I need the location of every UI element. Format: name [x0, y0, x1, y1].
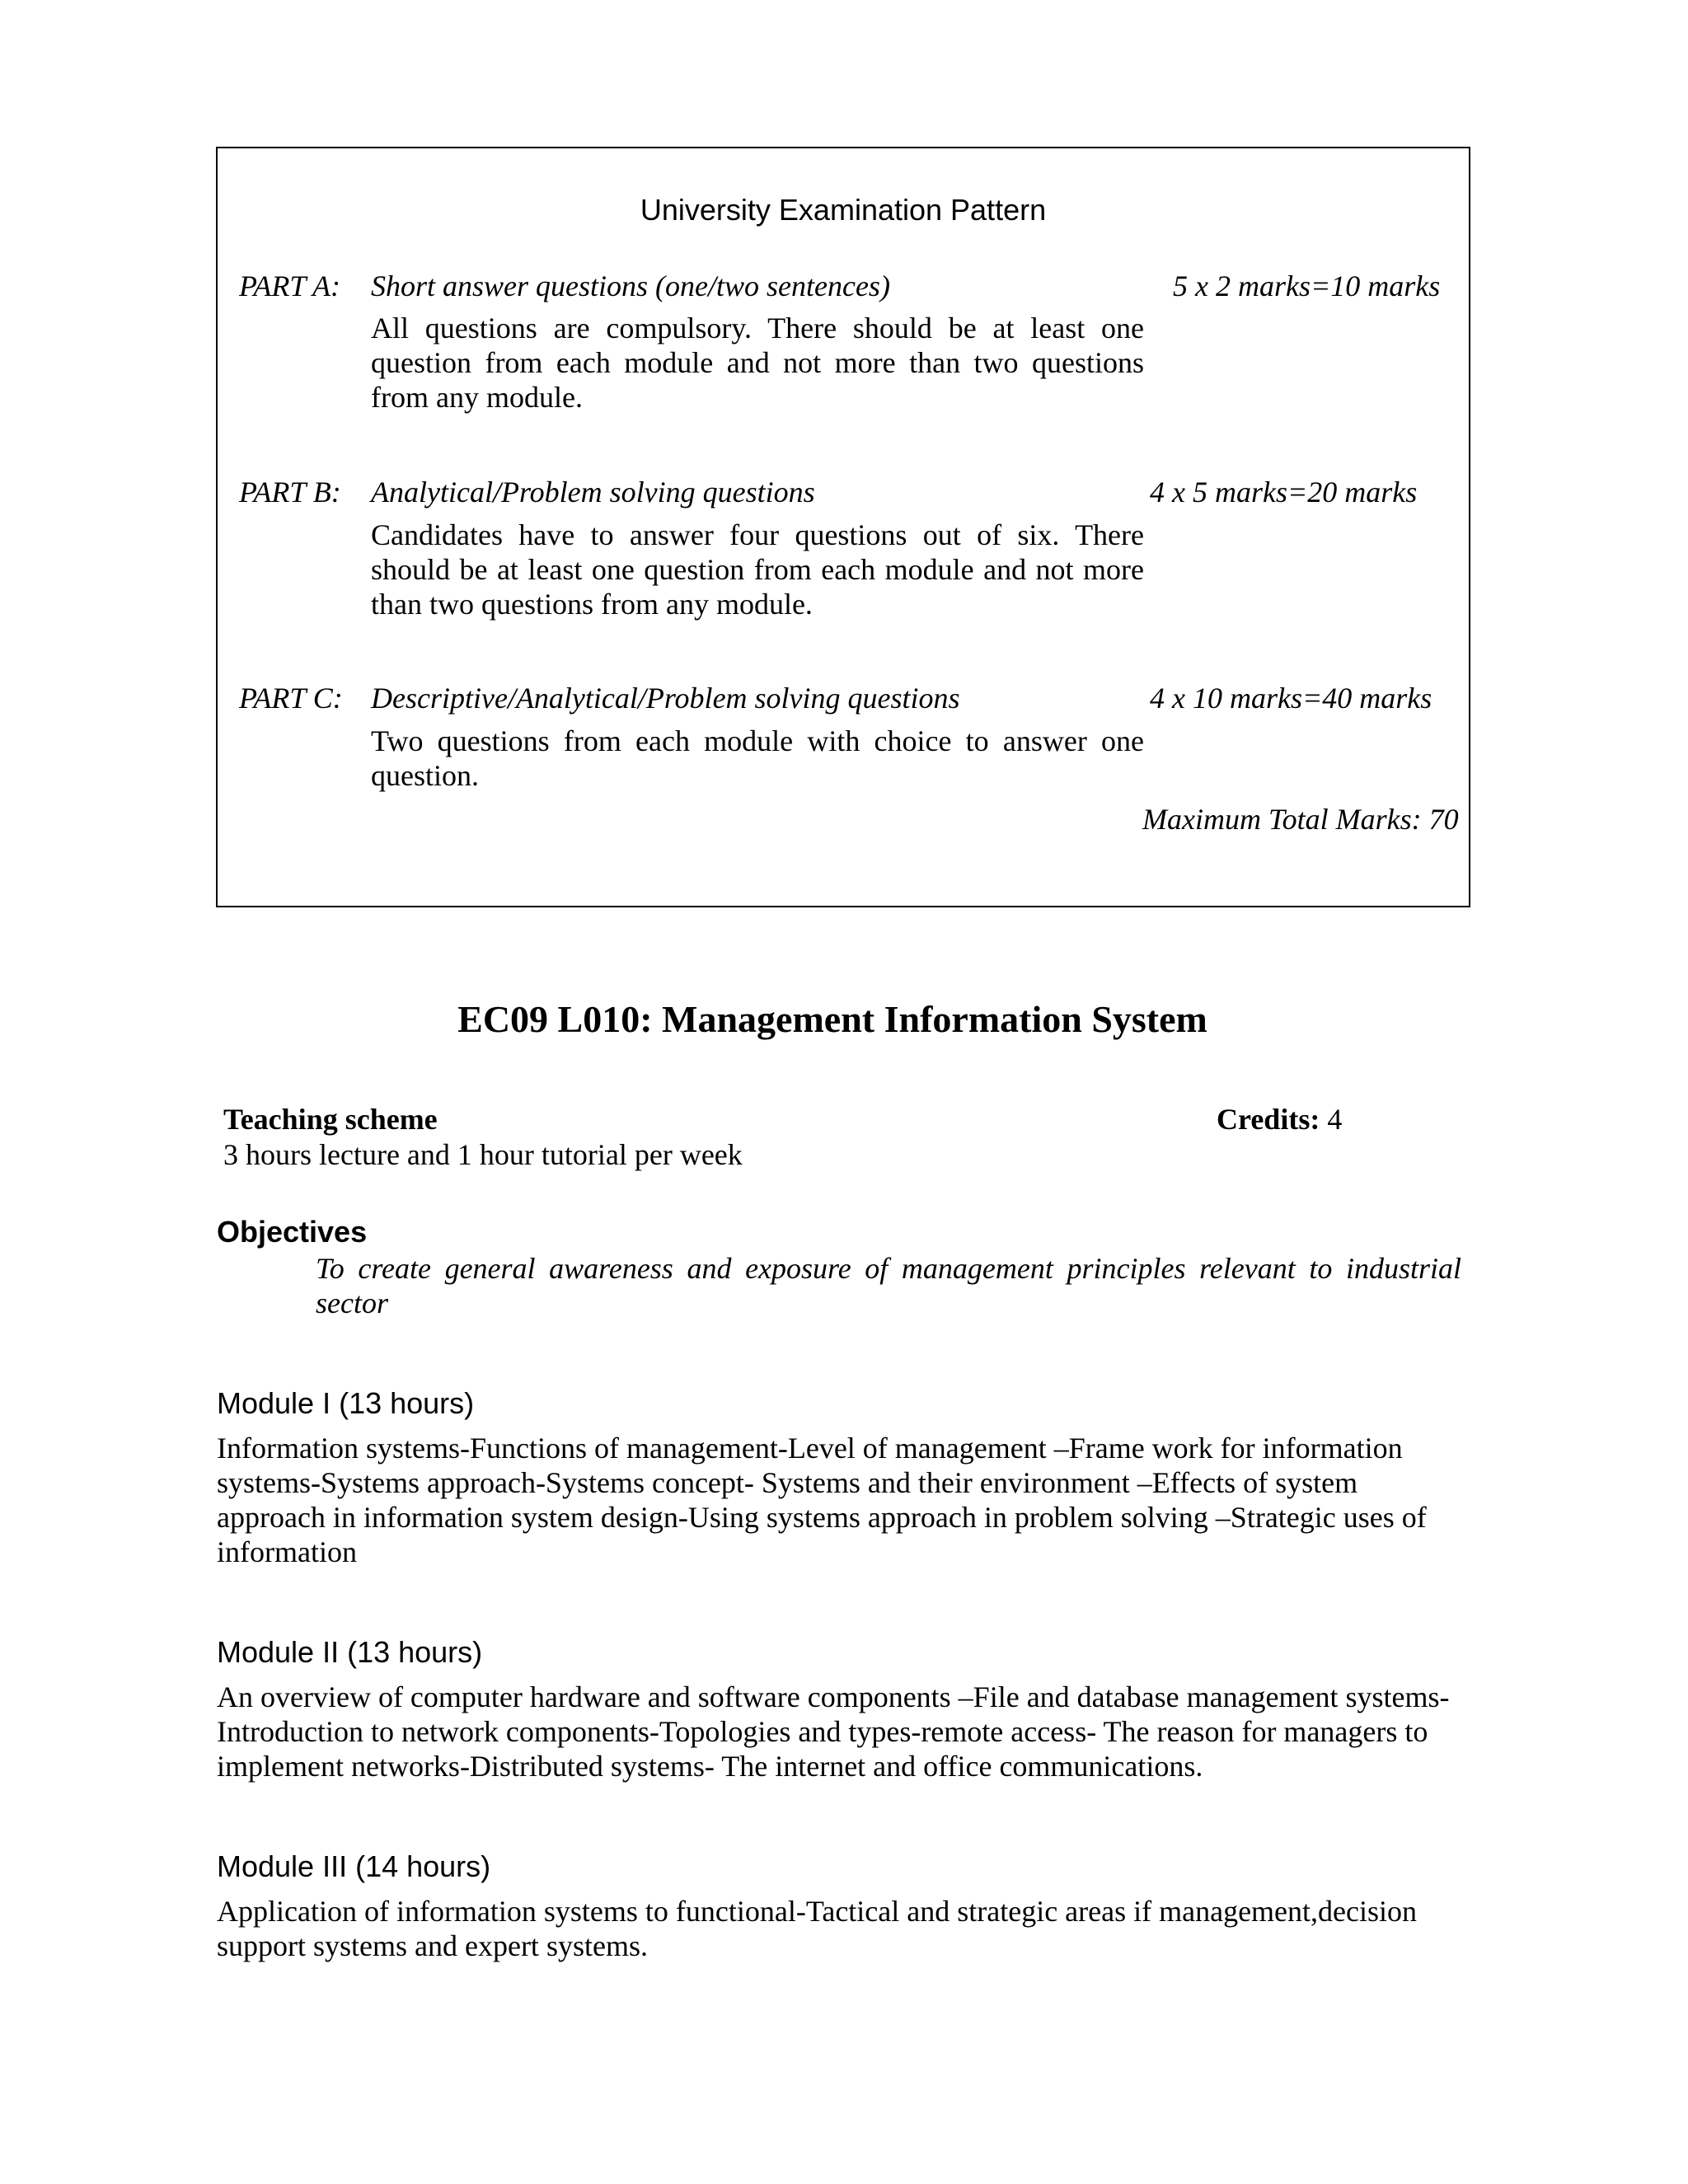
- module-1-heading: Module I (13 hours): [217, 1386, 475, 1420]
- exam-pattern-box: [216, 147, 1470, 907]
- objectives-text: To create general awareness and exposure of management principles relevant to industrial sector: [316, 1252, 1461, 1319]
- part-b-label: PART B:: [239, 476, 341, 509]
- part-a-marks: 5 x 2 marks=10 marks: [1173, 269, 1441, 302]
- max-total-marks: Maximum Total Marks: 70: [1142, 803, 1459, 836]
- teaching-scheme-label: Teaching scheme: [223, 1103, 438, 1136]
- module-2-heading: Module II (13 hours): [217, 1635, 483, 1669]
- part-c-label: PART C:: [239, 682, 343, 715]
- part-b-heading: Analytical/Problem solving questions: [371, 476, 815, 509]
- module-3-body: Application of information systems to functional-Tactical and strategic areas if management,decision support systems and expert systems.: [217, 1895, 1417, 1962]
- credits-label: Credits:: [1217, 1103, 1320, 1136]
- part-c-heading: Descriptive/Analytical/Problem solving questions: [371, 682, 960, 715]
- credits-value: 4: [1327, 1103, 1343, 1136]
- module-2-body: An overview of computer hardware and software components –File and database management systems-Introduction to network components-Topologies and types-remote access- The reason for managers to implement networks-Distributed systems- The internet and office communications.: [217, 1680, 1450, 1783]
- part-a-heading: Short answer questions (one/two sentences): [371, 269, 890, 302]
- part-b-description: Candidates have to answer four questions out of six. There should be at least one question from each module and not more than two questions from any module.: [371, 518, 1144, 621]
- exam-pattern-title: University Examination Pattern: [640, 193, 1047, 227]
- part-c-description: Two questions from each module with choice to answer one question.: [371, 724, 1144, 792]
- teaching-scheme-value: 3 hours lecture and 1 hour tutorial per week: [223, 1138, 743, 1171]
- part-a-label: PART A:: [239, 269, 341, 302]
- course-title: EC09 L010: Management Information System: [457, 998, 1207, 1040]
- part-b-marks: 4 x 5 marks=20 marks: [1150, 476, 1418, 509]
- part-a-description: All questions are compulsory. There should be at least one question from each module and not more than two questions from any module.: [371, 312, 1144, 414]
- objectives-heading: Objectives: [217, 1215, 368, 1249]
- part-c-marks: 4 x 10 marks=40 marks: [1150, 682, 1432, 715]
- module-3-heading: Module III (14 hours): [217, 1849, 491, 1883]
- module-1-body: Information systems-Functions of management-Level of management –Frame work for information systems-Systems approach-Systems concept- Systems and their environment –Effects of system approach in information system design-Using systems approach in problem solving –Strategic uses of information: [217, 1432, 1427, 1568]
- credits: [1217, 1102, 1342, 1137]
